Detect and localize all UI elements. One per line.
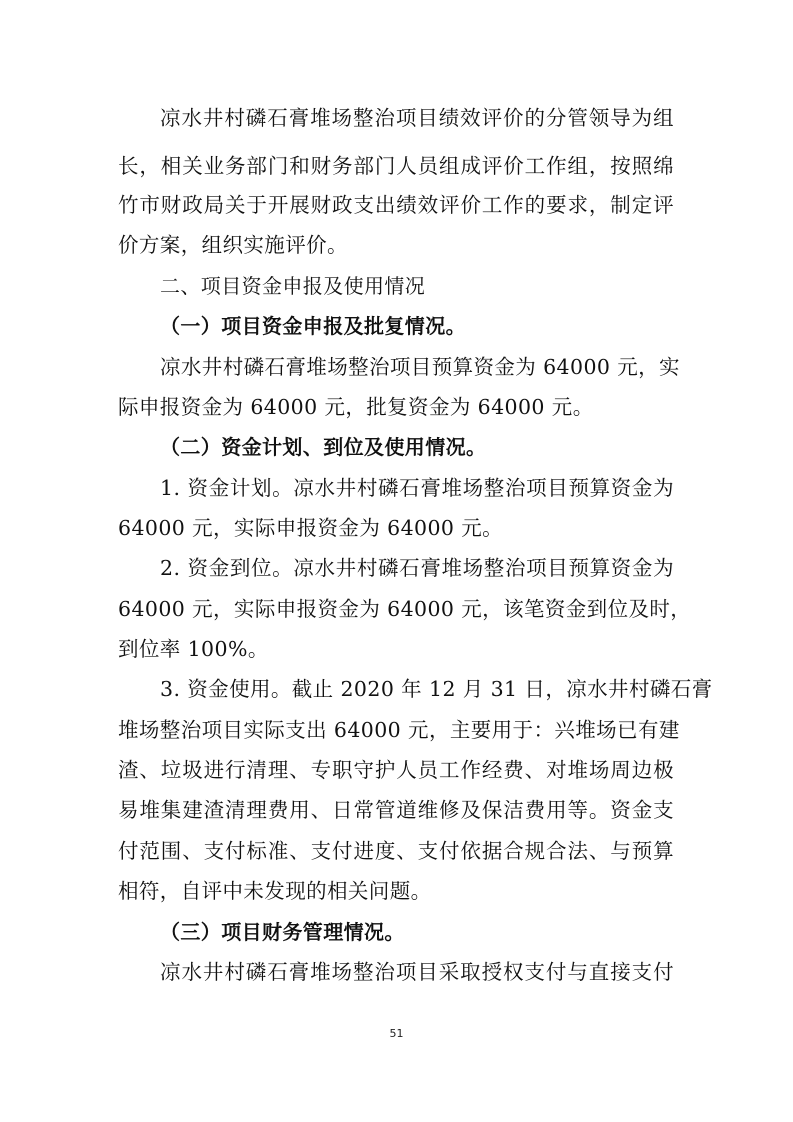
paragraph-line: 竹市财政局关于开展财政支出绩效评价工作的要求，制定评 — [118, 193, 674, 217]
paragraph-line: 付范围、支付标准、支付进度、支付依据合规合法、与预算 — [118, 839, 674, 863]
paragraph-line: 1. 资金计划。凉水井村磷石膏堆场整治项目预算资金为 — [160, 476, 674, 500]
paragraph-line: 堆场整治项目实际支出 64000 元，主要用于：兴堆场已有建 — [118, 718, 680, 742]
section-heading: 二、项目资金申报及使用情况 — [160, 274, 426, 298]
subsection-heading: （一）项目资金申报及批复情况。 — [160, 314, 466, 338]
page-number: 51 — [389, 1027, 404, 1040]
paragraph-line: 长，相关业务部门和财务部门人员组成评价工作组，按照绵 — [118, 154, 674, 178]
paragraph-line: 易堆集建渣清理费用、日常管道维修及保洁费用等。资金支 — [118, 798, 674, 822]
subsection-heading: （二）资金计划、到位及使用情况。 — [160, 435, 487, 459]
paragraph-line: 凉水井村磷石膏堆场整治项目采取授权支付与直接支付 — [160, 960, 674, 984]
paragraph-line: 64000 元，实际申报资金为 64000 元。 — [118, 516, 504, 540]
paragraph-line: 2. 资金到位。凉水井村磷石膏堆场整治项目预算资金为 — [160, 556, 674, 580]
paragraph-line: 际申报资金为 64000 元，批复资金为 64000 元。 — [118, 395, 594, 419]
paragraph-line: 价方案，组织实施评价。 — [118, 233, 348, 257]
paragraph-line: 凉水井村磷石膏堆场整治项目预算资金为 64000 元，实 — [160, 355, 680, 379]
paragraph-line: 凉水井村磷石膏堆场整治项目绩效评价的分管领导为组 — [160, 106, 674, 130]
paragraph-line: 3. 资金使用。截止 2020 年 12 月 31 日，凉水井村磷石膏 — [160, 677, 713, 701]
paragraph-line: 渣、垃圾进行清理、专职守护人员工作经费、对堆场周边极 — [118, 758, 674, 782]
paragraph-line: 到位率 100%。 — [118, 637, 269, 661]
paragraph-line: 64000 元，实际申报资金为 64000 元，该笔资金到位及时， — [118, 597, 692, 621]
paragraph-line: 相符，自评中未发现的相关问题。 — [118, 879, 432, 903]
subsection-heading: （三）项目财务管理情况。 — [160, 920, 405, 944]
